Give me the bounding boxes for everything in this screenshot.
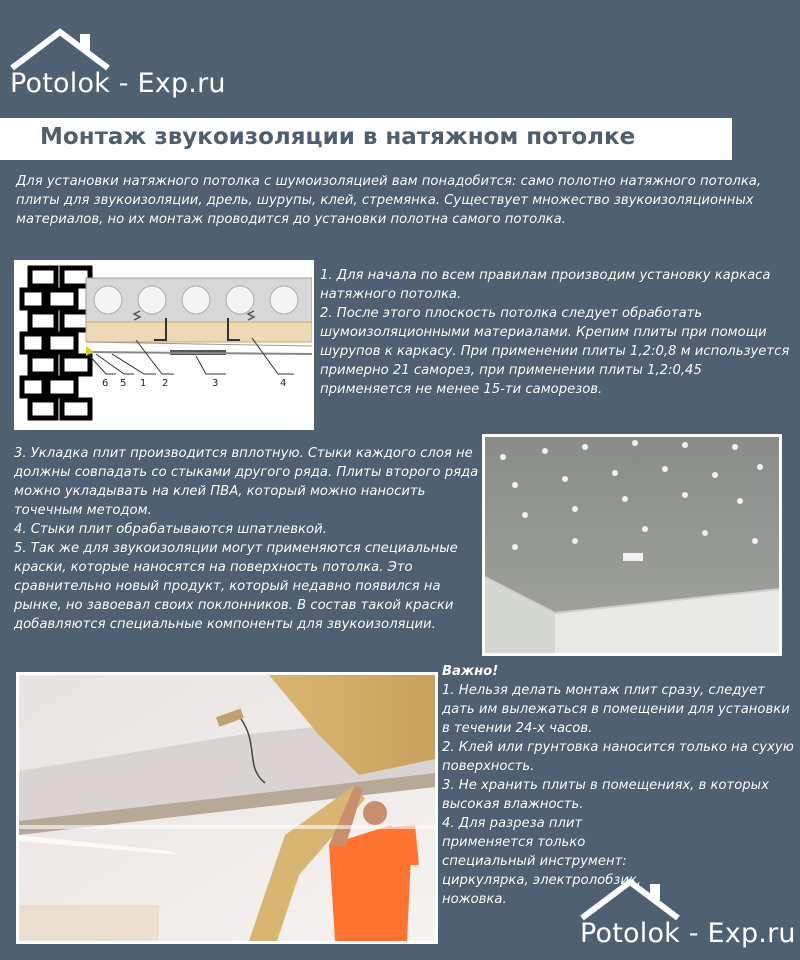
diagram-label: 1 <box>140 378 147 389</box>
diagram-illustration <box>16 262 312 428</box>
step-1: 1. Для начала по всем правилам производим установку каркаса натяжного потолка. <box>320 268 771 302</box>
ceiling-section-diagram <box>14 260 314 430</box>
logo-text: Potolok - Exp.ru <box>580 918 796 949</box>
important-heading: Важно! <box>442 664 499 679</box>
page-title: Монтаж звукоизоляции в натяжном потолке <box>40 124 636 150</box>
site-logo-top[interactable] <box>6 20 246 100</box>
title-banner <box>0 118 732 160</box>
ceiling-photo <box>482 434 782 656</box>
step-3: 3. Укладка плит производится вплотную. Стыки каждого слоя не должны совпадать со стыками другого ряда. Плиты второго ряда можно укладывать на клей ПВА, который можно наносить точечным методом. <box>14 446 479 518</box>
site-logo-bottom[interactable] <box>572 876 798 956</box>
steps-3-5 <box>14 444 480 634</box>
diagram-label: 6 <box>102 378 109 389</box>
diagram-label: 2 <box>162 378 169 389</box>
step-5: 5. Так же для звукоизоляции могут применяются специальные краски, которые наносятся на поверхность потолка. Это сравнительно новый продукт, который недавно появился на рынке, но завоевал своих поклонников. В состав такой краски добавляются специальные компоненты для звукоизоляции. <box>14 541 458 632</box>
intro-text: Для установки натяжного потолка с шумоизоляцией вам понадобится: само полотно натяжного потолка, плиты для звукоизоляции, дрель, шурупы, клей, стремянка. Существует множество звукоизоляционных материалов, но их монтаж проводится до установки полотна самого потолка. <box>16 174 762 227</box>
house-roof-icon <box>8 24 118 74</box>
diagram-label: 4 <box>280 378 287 389</box>
house-roof-icon <box>578 876 688 924</box>
important-item: 2. Клей или грунтовка наносится только на сухую поверхность. <box>442 740 794 774</box>
important-item: 4. Для разреза плит применяется только специальный инструмент: циркулярка, электролобзик, ножовка. <box>442 816 642 907</box>
steps-1-2 <box>320 266 792 399</box>
step-4: 4. Стыки плит обрабатываются шпатлевкой. <box>14 522 327 537</box>
important-item: 1. Нельзя делать монтаж плит сразу, следует дать им вылежаться в помещении для установки в течении 24-х часов. <box>442 683 790 736</box>
step-2: 2. После этого плоскость потолка следует обработать шумоизоляционными материалами. Крепим плиты при помощи шурупов к каркасу. При применении плиты 1,2:0,8 м используется примерно 21 саморез, при применении плиты 1,2:0,45 применяется не менее 15-ти саморезов. <box>320 306 790 397</box>
important-section <box>442 662 796 909</box>
installation-photo <box>16 672 438 944</box>
diagram-label: 3 <box>212 378 219 389</box>
important-item: 3. Не хранить плиты в помещениях, в которых высокая влажность. <box>442 778 769 812</box>
diagram-label: 5 <box>120 378 127 389</box>
logo-text: Potolok - Exp.ru <box>10 68 226 99</box>
